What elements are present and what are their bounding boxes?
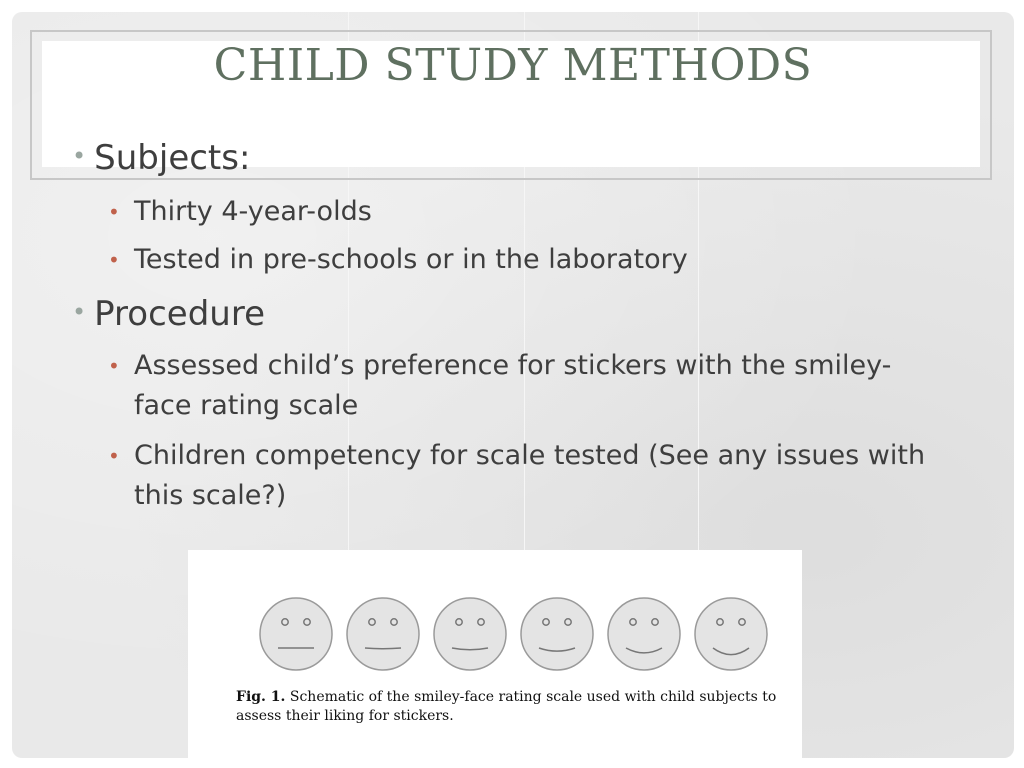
slide-title: CHILD STUDY METHODS bbox=[213, 40, 813, 91]
procedure-item-1: Assessed child’s preference for stickers with the smiley-face rating scale bbox=[134, 350, 892, 421]
bullet-dot-icon: • bbox=[108, 444, 120, 468]
subjects-item-2: Tested in pre-schools or in the laboratory bbox=[134, 244, 688, 275]
bullet-subjects-item-1 bbox=[108, 192, 928, 232]
face-4-icon bbox=[521, 598, 593, 670]
face-3-icon bbox=[434, 598, 506, 670]
bullet-procedure-item-2 bbox=[108, 436, 928, 516]
subjects-heading: Subjects: bbox=[94, 138, 251, 178]
bullet-dot-icon: • bbox=[108, 200, 120, 224]
figure-caption bbox=[236, 688, 796, 726]
face-5-icon bbox=[608, 598, 680, 670]
bullet-dot-icon: • bbox=[108, 248, 120, 272]
figure-caption-label: Fig. 1. bbox=[236, 689, 286, 705]
bullet-procedure bbox=[72, 294, 265, 337]
figure-caption-text: Schematic of the smiley-face rating scale used with child subjects to assess their liking for stickers. bbox=[236, 689, 777, 724]
smiley-scale-figure bbox=[188, 550, 802, 758]
procedure-item-2: Children competency for scale tested (See any issues with this scale?) bbox=[134, 440, 926, 511]
bullet-subjects bbox=[72, 138, 250, 181]
bullet-dot-icon: • bbox=[72, 298, 87, 326]
slide bbox=[12, 12, 1014, 758]
smiley-faces-row bbox=[258, 596, 778, 676]
bullet-dot-icon: • bbox=[108, 354, 120, 378]
face-6-icon bbox=[695, 598, 767, 670]
subjects-item-1: Thirty 4-year-olds bbox=[134, 196, 372, 227]
face-2-icon bbox=[347, 598, 419, 670]
face-1-icon bbox=[260, 598, 332, 670]
bullet-subjects-item-2 bbox=[108, 240, 928, 280]
bullet-dot-icon: • bbox=[72, 142, 87, 170]
procedure-heading: Procedure bbox=[94, 294, 265, 334]
bullet-procedure-item-1 bbox=[108, 346, 928, 426]
